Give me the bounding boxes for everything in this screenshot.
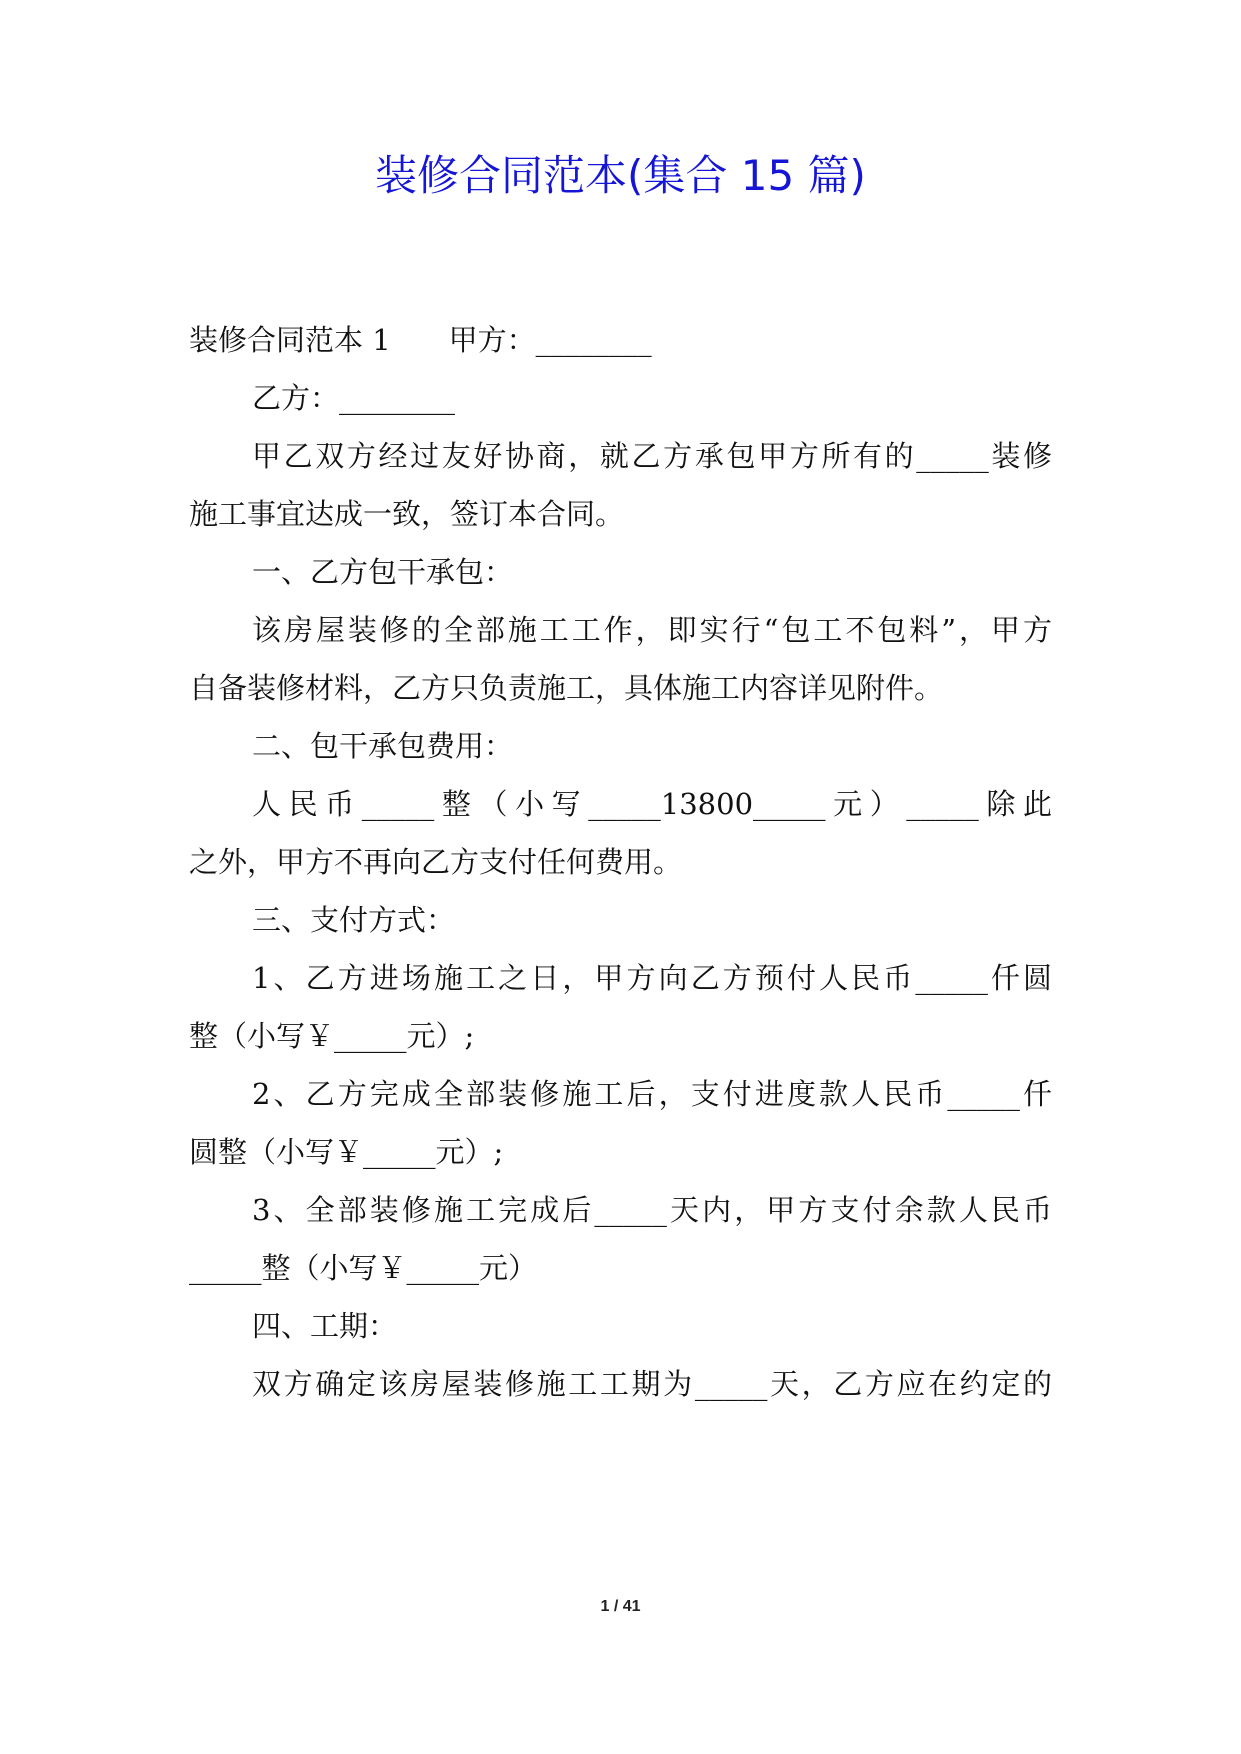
paragraph-line: 乙方：________ xyxy=(252,381,456,415)
paragraph-line: 2、乙方完成全部装修施工后，支付进度款人民币_____仟 xyxy=(252,1077,1052,1111)
paragraph-line: 该房屋装修的全部施工工作，即实行“包工不包料”，甲方 xyxy=(252,613,1052,647)
section-heading: 三、支付方式： xyxy=(252,903,456,937)
paragraph-line: 甲乙双方经过友好协商，就乙方承包甲方所有的_____装修 xyxy=(252,439,1052,473)
paragraph-line: 人民币_____整（小写_____13800_____元）_____除此 xyxy=(252,787,1052,821)
paragraph-line: 双方确定该房屋装修施工工期为_____天，乙方应在约定的 xyxy=(252,1367,1052,1401)
section-heading: 四、工期： xyxy=(252,1309,398,1343)
section-heading: 二、包干承包费用： xyxy=(252,729,514,763)
paragraph-line: 自备装修材料，乙方只负责施工，具体施工内容详见附件。 xyxy=(189,671,944,705)
section-heading: 一、乙方包干承包： xyxy=(252,555,514,589)
paragraph-line: 装修合同范本 1 甲方：________ xyxy=(189,323,652,357)
paragraph-line: 施工事宜达成一致，签订本合同。 xyxy=(189,497,625,531)
page-number: 1 / 41 xyxy=(600,1598,641,1615)
paragraph-line: 1、乙方进场施工之日，甲方向乙方预付人民币_____仟圆 xyxy=(252,961,1052,995)
paragraph-line: 3、全部装修施工完成后_____天内，甲方支付余款人民币 xyxy=(252,1193,1052,1227)
paragraph-line: _____整（小写￥_____元） xyxy=(189,1251,538,1285)
paragraph-line: 圆整（小写￥_____元）; xyxy=(189,1135,504,1169)
paragraph-line: 整（小写￥_____元）; xyxy=(189,1019,475,1053)
paragraph-line: 之外，甲方不再向乙方支付任何费用。 xyxy=(189,845,683,879)
document-title: 装修合同范本(集合 15 篇) xyxy=(375,151,866,200)
